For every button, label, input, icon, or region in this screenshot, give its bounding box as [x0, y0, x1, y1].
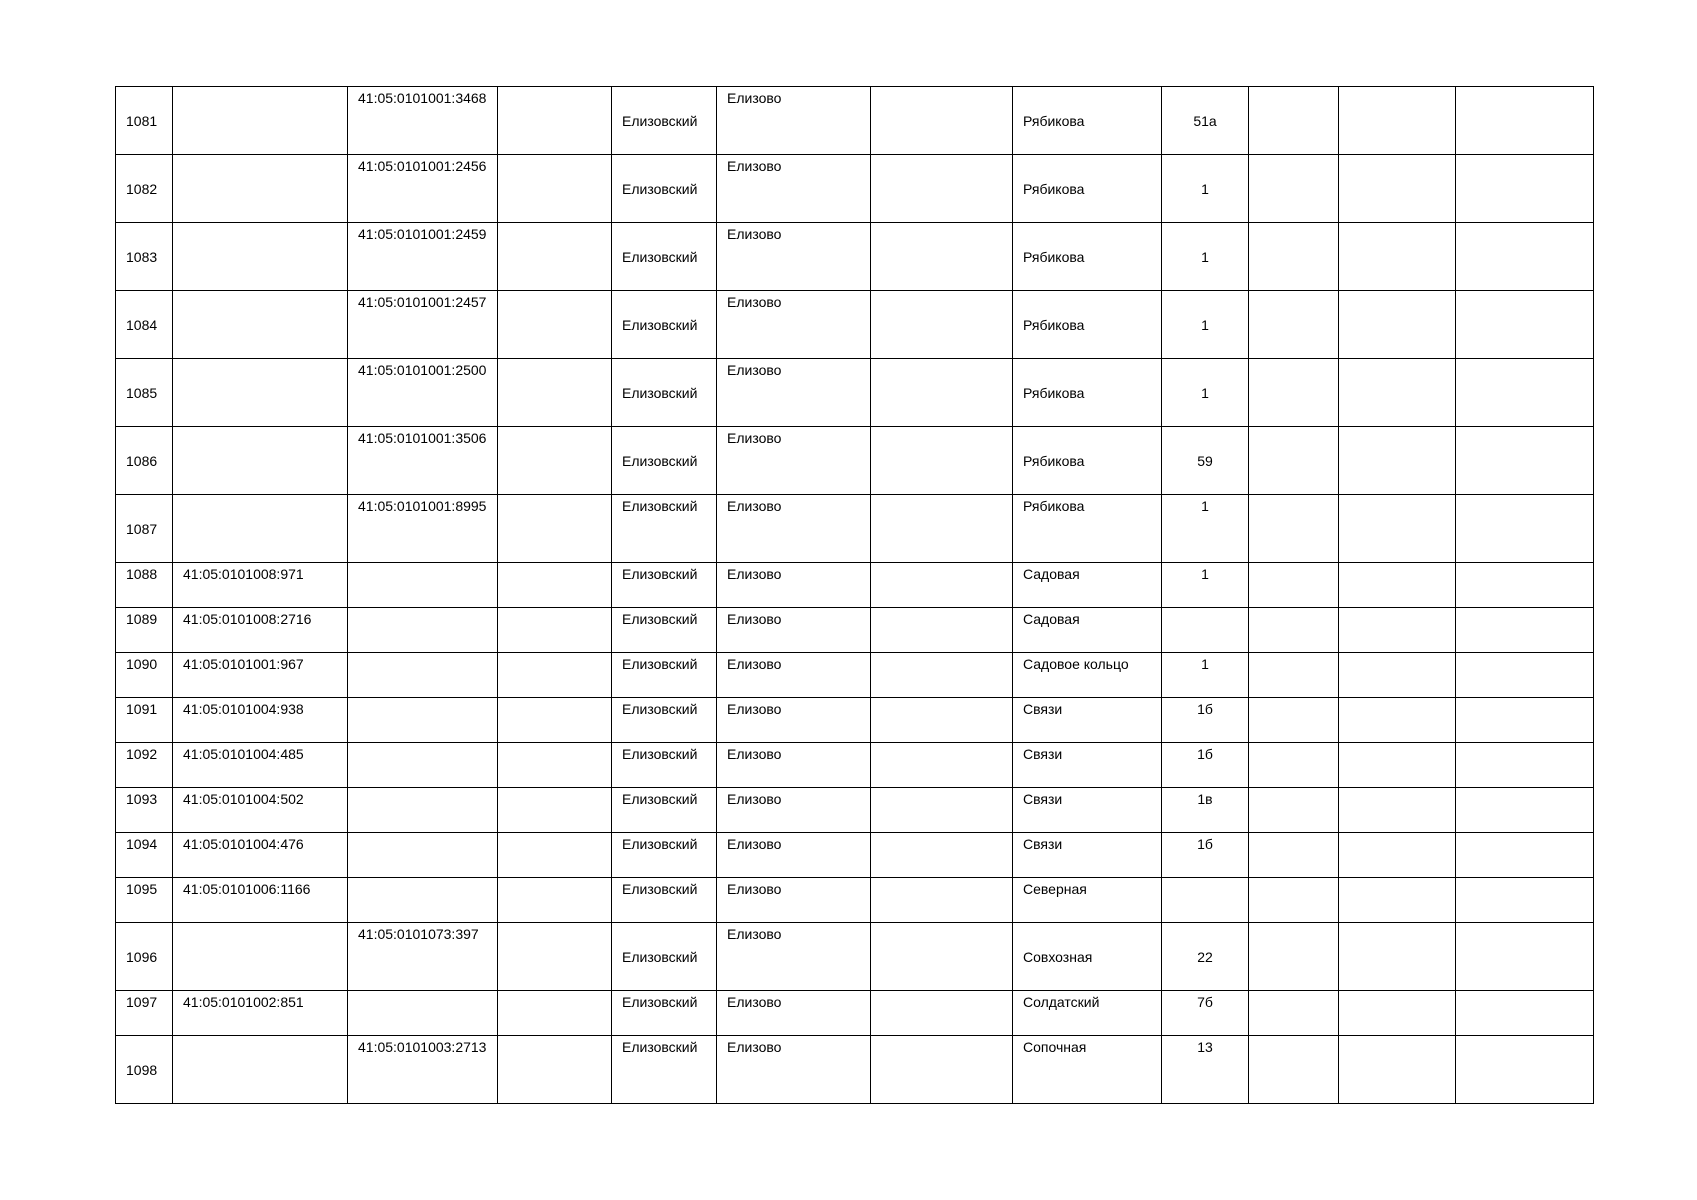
table-row	[116, 608, 1594, 653]
empty-cell	[871, 653, 1013, 698]
empty-cell	[1456, 291, 1594, 359]
city-cell: Елизово	[717, 653, 871, 698]
empty-cell	[1339, 833, 1456, 878]
house-number-cell	[1162, 878, 1249, 923]
table-row	[116, 743, 1594, 788]
district-cell: Елизовский	[612, 155, 717, 223]
empty-cell	[1249, 653, 1339, 698]
district-cell: Елизовский	[612, 698, 717, 743]
registry-table	[115, 86, 1594, 1104]
empty-cell	[1339, 653, 1456, 698]
cadastral-number-cell	[173, 427, 348, 495]
empty-cell	[1339, 923, 1456, 991]
city-cell: Елизово	[717, 87, 871, 155]
street-cell: Северная	[1013, 878, 1162, 923]
row-number-cell: 1095	[116, 878, 173, 923]
street-cell: Садовая	[1013, 608, 1162, 653]
cadastral-number-cell: 41:05:0101004:938	[173, 698, 348, 743]
street-cell: Рябикова	[1013, 495, 1162, 563]
table-row	[116, 155, 1594, 223]
empty-cell	[1249, 743, 1339, 788]
row-number-cell: 1084	[116, 291, 173, 359]
street-cell: Садовое кольцо	[1013, 653, 1162, 698]
city-cell: Елизово	[717, 608, 871, 653]
empty-cell	[1339, 743, 1456, 788]
cadastral-number-cell	[173, 291, 348, 359]
table-row	[116, 87, 1594, 155]
table-row	[116, 1036, 1594, 1104]
house-number-cell: 1б	[1162, 743, 1249, 788]
empty-cell	[498, 788, 612, 833]
district-cell: Елизовский	[612, 291, 717, 359]
empty-cell	[1456, 155, 1594, 223]
street-cell: Рябикова	[1013, 155, 1162, 223]
district-cell: Елизовский	[612, 1036, 717, 1104]
cadastral-number-alt-cell	[348, 991, 498, 1036]
house-number-cell: 1б	[1162, 698, 1249, 743]
row-number-cell: 1083	[116, 223, 173, 291]
cadastral-number-cell: 41:05:0101001:967	[173, 653, 348, 698]
cadastral-number-cell: 41:05:0101004:485	[173, 743, 348, 788]
street-cell: Рябикова	[1013, 87, 1162, 155]
empty-cell	[1339, 878, 1456, 923]
row-number-cell: 1085	[116, 359, 173, 427]
street-cell: Связи	[1013, 788, 1162, 833]
house-number-cell: 51а	[1162, 87, 1249, 155]
empty-cell	[1249, 878, 1339, 923]
empty-cell	[1456, 743, 1594, 788]
street-cell: Совхозная	[1013, 923, 1162, 991]
empty-cell	[498, 427, 612, 495]
street-cell: Связи	[1013, 743, 1162, 788]
street-cell: Рябикова	[1013, 223, 1162, 291]
cadastral-number-cell: 41:05:0101004:476	[173, 833, 348, 878]
cadastral-number-cell: 41:05:0101008:971	[173, 563, 348, 608]
row-number-cell: 1094	[116, 833, 173, 878]
house-number-cell: 7б	[1162, 991, 1249, 1036]
cadastral-number-cell	[173, 155, 348, 223]
empty-cell	[1249, 608, 1339, 653]
empty-cell	[498, 991, 612, 1036]
empty-cell	[1339, 563, 1456, 608]
district-cell: Елизовский	[612, 743, 717, 788]
district-cell: Елизовский	[612, 223, 717, 291]
city-cell: Елизово	[717, 878, 871, 923]
cadastral-number-alt-cell	[348, 878, 498, 923]
street-cell: Сопочная	[1013, 1036, 1162, 1104]
empty-cell	[1456, 608, 1594, 653]
house-number-cell: 1	[1162, 495, 1249, 563]
empty-cell	[1249, 223, 1339, 291]
empty-cell	[1339, 359, 1456, 427]
cadastral-number-cell	[173, 1036, 348, 1104]
empty-cell	[1339, 291, 1456, 359]
district-cell: Елизовский	[612, 608, 717, 653]
empty-cell	[871, 427, 1013, 495]
house-number-cell: 1б	[1162, 833, 1249, 878]
empty-cell	[498, 698, 612, 743]
street-cell: Связи	[1013, 698, 1162, 743]
table-row	[116, 427, 1594, 495]
empty-cell	[871, 991, 1013, 1036]
city-cell: Елизово	[717, 788, 871, 833]
empty-cell	[498, 359, 612, 427]
empty-cell	[1456, 788, 1594, 833]
empty-cell	[871, 495, 1013, 563]
table-body	[116, 87, 1594, 1104]
empty-cell	[871, 1036, 1013, 1104]
empty-cell	[1339, 495, 1456, 563]
empty-cell	[871, 155, 1013, 223]
empty-cell	[1249, 991, 1339, 1036]
row-number-cell: 1087	[116, 495, 173, 563]
cadastral-number-cell	[173, 923, 348, 991]
cadastral-number-alt-cell	[348, 698, 498, 743]
table-row	[116, 653, 1594, 698]
cadastral-number-alt-cell: 41:05:0101001:2456	[348, 155, 498, 223]
empty-cell	[498, 291, 612, 359]
cadastral-number-alt-cell: 41:05:0101001:2457	[348, 291, 498, 359]
row-number-cell: 1097	[116, 991, 173, 1036]
row-number-cell: 1081	[116, 87, 173, 155]
empty-cell	[1456, 223, 1594, 291]
empty-cell	[1456, 653, 1594, 698]
district-cell: Елизовский	[612, 427, 717, 495]
empty-cell	[1339, 991, 1456, 1036]
city-cell: Елизово	[717, 155, 871, 223]
empty-cell	[1339, 427, 1456, 495]
empty-cell	[871, 223, 1013, 291]
cadastral-number-cell	[173, 87, 348, 155]
empty-cell	[1456, 427, 1594, 495]
empty-cell	[1249, 833, 1339, 878]
empty-cell	[1456, 698, 1594, 743]
district-cell: Елизовский	[612, 563, 717, 608]
empty-cell	[1456, 878, 1594, 923]
empty-cell	[498, 87, 612, 155]
city-cell: Елизово	[717, 923, 871, 991]
house-number-cell	[1162, 608, 1249, 653]
empty-cell	[871, 923, 1013, 991]
table-row	[116, 923, 1594, 991]
house-number-cell: 1	[1162, 155, 1249, 223]
cadastral-number-cell: 41:05:0101002:851	[173, 991, 348, 1036]
empty-cell	[871, 359, 1013, 427]
row-number-cell: 1092	[116, 743, 173, 788]
empty-cell	[871, 291, 1013, 359]
city-cell: Елизово	[717, 495, 871, 563]
district-cell: Елизовский	[612, 878, 717, 923]
table-row	[116, 223, 1594, 291]
city-cell: Елизово	[717, 291, 871, 359]
table-row	[116, 878, 1594, 923]
city-cell: Елизово	[717, 223, 871, 291]
empty-cell	[871, 563, 1013, 608]
empty-cell	[1456, 1036, 1594, 1104]
row-number-cell: 1096	[116, 923, 173, 991]
cadastral-number-alt-cell	[348, 833, 498, 878]
empty-cell	[1339, 608, 1456, 653]
empty-cell	[1249, 427, 1339, 495]
empty-cell	[498, 223, 612, 291]
street-cell: Связи	[1013, 833, 1162, 878]
empty-cell	[1249, 359, 1339, 427]
house-number-cell: 1	[1162, 359, 1249, 427]
city-cell: Елизово	[717, 427, 871, 495]
house-number-cell: 13	[1162, 1036, 1249, 1104]
table-row	[116, 698, 1594, 743]
empty-cell	[1456, 87, 1594, 155]
empty-cell	[1249, 155, 1339, 223]
house-number-cell: 59	[1162, 427, 1249, 495]
table-row	[116, 359, 1594, 427]
district-cell: Елизовский	[612, 87, 717, 155]
empty-cell	[1249, 495, 1339, 563]
house-number-cell: 1	[1162, 653, 1249, 698]
cadastral-number-alt-cell: 41:05:0101003:2713	[348, 1036, 498, 1104]
street-cell: Рябикова	[1013, 359, 1162, 427]
empty-cell	[1249, 788, 1339, 833]
row-number-cell: 1089	[116, 608, 173, 653]
empty-cell	[871, 698, 1013, 743]
empty-cell	[1456, 923, 1594, 991]
street-cell: Садовая	[1013, 563, 1162, 608]
empty-cell	[1456, 495, 1594, 563]
cadastral-number-alt-cell	[348, 563, 498, 608]
empty-cell	[1339, 1036, 1456, 1104]
cadastral-number-cell	[173, 359, 348, 427]
district-cell: Елизовский	[612, 495, 717, 563]
empty-cell	[1456, 359, 1594, 427]
empty-cell	[871, 788, 1013, 833]
house-number-cell: 1в	[1162, 788, 1249, 833]
empty-cell	[871, 833, 1013, 878]
city-cell: Елизово	[717, 833, 871, 878]
empty-cell	[1456, 991, 1594, 1036]
district-cell: Елизовский	[612, 923, 717, 991]
empty-cell	[1339, 155, 1456, 223]
table-row	[116, 833, 1594, 878]
empty-cell	[1249, 1036, 1339, 1104]
empty-cell	[871, 878, 1013, 923]
cadastral-number-cell	[173, 223, 348, 291]
empty-cell	[1249, 87, 1339, 155]
cadastral-number-alt-cell: 41:05:0101001:3468	[348, 87, 498, 155]
district-cell: Елизовский	[612, 788, 717, 833]
empty-cell	[498, 608, 612, 653]
row-number-cell: 1098	[116, 1036, 173, 1104]
district-cell: Елизовский	[612, 991, 717, 1036]
city-cell: Елизово	[717, 563, 871, 608]
empty-cell	[498, 1036, 612, 1104]
cadastral-number-alt-cell: 41:05:0101001:2500	[348, 359, 498, 427]
empty-cell	[1249, 698, 1339, 743]
cadastral-number-cell	[173, 495, 348, 563]
street-cell: Рябикова	[1013, 291, 1162, 359]
empty-cell	[1249, 291, 1339, 359]
empty-cell	[1339, 87, 1456, 155]
city-cell: Елизово	[717, 359, 871, 427]
cadastral-number-cell: 41:05:0101008:2716	[173, 608, 348, 653]
house-number-cell: 1	[1162, 291, 1249, 359]
cadastral-number-cell: 41:05:0101006:1166	[173, 878, 348, 923]
district-cell: Елизовский	[612, 653, 717, 698]
empty-cell	[498, 495, 612, 563]
cadastral-number-alt-cell	[348, 608, 498, 653]
cadastral-number-cell: 41:05:0101004:502	[173, 788, 348, 833]
city-cell: Елизово	[717, 698, 871, 743]
cadastral-number-alt-cell	[348, 743, 498, 788]
empty-cell	[498, 878, 612, 923]
cadastral-number-alt-cell: 41:05:0101001:3506	[348, 427, 498, 495]
cadastral-number-alt-cell	[348, 788, 498, 833]
table-row	[116, 563, 1594, 608]
cadastral-number-alt-cell: 41:05:0101001:8995	[348, 495, 498, 563]
table-row	[116, 991, 1594, 1036]
row-number-cell: 1088	[116, 563, 173, 608]
table-row	[116, 788, 1594, 833]
empty-cell	[498, 833, 612, 878]
street-cell: Рябикова	[1013, 427, 1162, 495]
row-number-cell: 1090	[116, 653, 173, 698]
empty-cell	[498, 923, 612, 991]
house-number-cell: 1	[1162, 223, 1249, 291]
empty-cell	[1456, 563, 1594, 608]
empty-cell	[1339, 788, 1456, 833]
house-number-cell: 22	[1162, 923, 1249, 991]
cadastral-number-alt-cell: 41:05:0101073:397	[348, 923, 498, 991]
empty-cell	[498, 563, 612, 608]
empty-cell	[1456, 833, 1594, 878]
empty-cell	[498, 743, 612, 788]
cadastral-number-alt-cell: 41:05:0101001:2459	[348, 223, 498, 291]
row-number-cell: 1082	[116, 155, 173, 223]
empty-cell	[871, 743, 1013, 788]
district-cell: Елизовский	[612, 359, 717, 427]
city-cell: Елизово	[717, 991, 871, 1036]
house-number-cell: 1	[1162, 563, 1249, 608]
street-cell: Солдатский	[1013, 991, 1162, 1036]
empty-cell	[498, 653, 612, 698]
empty-cell	[498, 155, 612, 223]
empty-cell	[1339, 698, 1456, 743]
row-number-cell: 1091	[116, 698, 173, 743]
empty-cell	[1249, 563, 1339, 608]
city-cell: Елизово	[717, 743, 871, 788]
district-cell: Елизовский	[612, 833, 717, 878]
row-number-cell: 1093	[116, 788, 173, 833]
row-number-cell: 1086	[116, 427, 173, 495]
cadastral-number-alt-cell	[348, 653, 498, 698]
city-cell: Елизово	[717, 1036, 871, 1104]
empty-cell	[871, 87, 1013, 155]
table-row	[116, 495, 1594, 563]
empty-cell	[1249, 923, 1339, 991]
empty-cell	[871, 608, 1013, 653]
empty-cell	[1339, 223, 1456, 291]
table-row	[116, 291, 1594, 359]
